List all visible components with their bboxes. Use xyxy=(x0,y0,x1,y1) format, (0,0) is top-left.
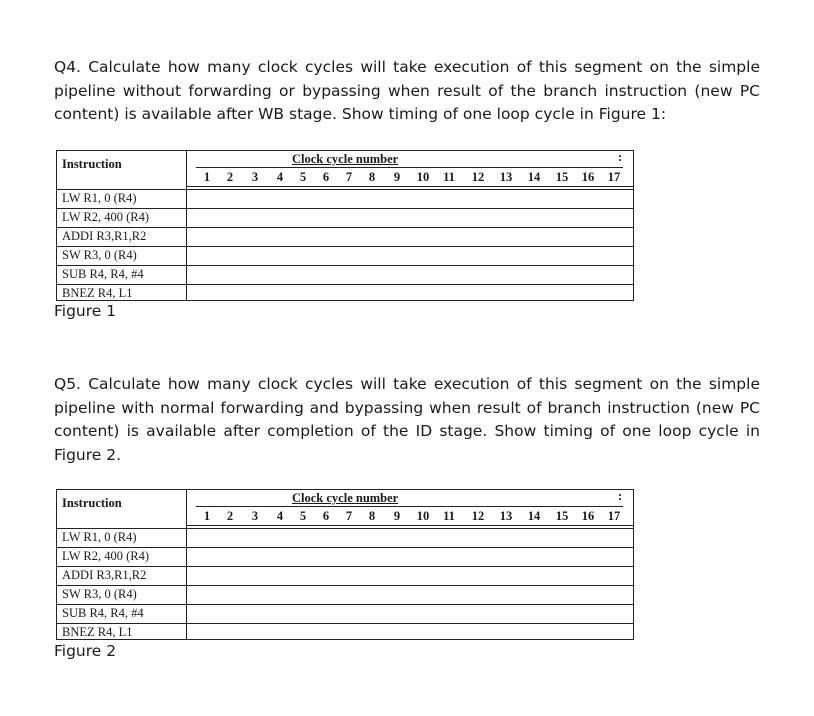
grid-line xyxy=(56,489,634,490)
grid-line xyxy=(56,265,634,266)
grid-line xyxy=(56,284,634,285)
grid-line xyxy=(56,189,634,190)
cycle-number-row xyxy=(56,509,634,523)
cycle-number: 13 xyxy=(499,509,513,523)
header-colon: : xyxy=(618,489,623,503)
cycle-number: 10 xyxy=(416,170,430,184)
clock-cycle-header: Clock cycle number xyxy=(292,491,399,505)
grid-line xyxy=(186,489,187,640)
cycle-number: 11 xyxy=(443,509,455,523)
grid-line xyxy=(56,566,634,567)
grid-line xyxy=(56,623,634,624)
cycle-number: 6 xyxy=(322,509,330,523)
instruction-header: Instruction xyxy=(62,496,122,510)
grid-line xyxy=(186,150,187,301)
cycle-number: 12 xyxy=(471,170,485,184)
cycle-number: 4 xyxy=(276,509,284,523)
cycle-number: 7 xyxy=(345,170,353,184)
cycle-number: 15 xyxy=(555,170,569,184)
instruction-cell: BNEZ R4, L1 xyxy=(62,286,133,300)
cycle-number: 12 xyxy=(471,509,485,523)
cycle-number: 4 xyxy=(276,170,284,184)
grid-line xyxy=(186,186,634,187)
instruction-cell: SUB R4, R4, #4 xyxy=(62,606,144,620)
cycle-number: 6 xyxy=(322,170,330,184)
cycle-number: 5 xyxy=(299,509,307,523)
grid-line xyxy=(196,506,623,507)
instruction-cell: LW R1, 0 (R4) xyxy=(62,530,137,544)
grid-line xyxy=(56,246,634,247)
cycle-number: 8 xyxy=(368,170,376,184)
grid-line xyxy=(196,167,623,168)
cycle-number: 10 xyxy=(416,509,430,523)
instruction-cell: SUB R4, R4, #4 xyxy=(62,267,144,281)
cycle-number: 11 xyxy=(443,170,455,184)
instruction-cell: LW R1, 0 (R4) xyxy=(62,191,137,205)
cycle-number: 2 xyxy=(226,170,234,184)
cycle-number: 9 xyxy=(393,170,401,184)
figure1-caption: Figure 1 xyxy=(54,302,117,320)
cycle-number-row xyxy=(56,170,634,184)
q4-question: Q4. Calculate how many clock cycles will take execution of this segment on the simple pipeline without forwarding or bypassing when result of the branch instruction (new PC content) is available after WB stage. Show timing of one loop cycle in Figure 1: xyxy=(54,58,760,123)
grid-line xyxy=(56,604,634,605)
instruction-cell: ADDI R3,R1,R2 xyxy=(62,229,147,243)
q5-question: Q5. Calculate how many clock cycles will take execution of this segment on the simple pipeline with normal forwarding and bypassing when result of branch instruction (new PC content) is available after completion of the ID stage. Show timing of one loop cycle in Figure 2. xyxy=(54,375,760,464)
figure2-caption: Figure 2 xyxy=(54,642,117,660)
figure1-timing-table xyxy=(56,150,634,301)
grid-line xyxy=(56,208,634,209)
figure2-timing-table xyxy=(56,489,634,640)
grid-line xyxy=(56,150,634,151)
cycle-number: 17 xyxy=(607,509,621,523)
cycle-number: 2 xyxy=(226,509,234,523)
clock-cycle-header: Clock cycle number xyxy=(292,152,399,166)
cycle-number: 5 xyxy=(299,170,307,184)
cycle-number: 14 xyxy=(527,509,541,523)
cycle-number: 17 xyxy=(607,170,621,184)
cycle-number: 13 xyxy=(499,170,513,184)
cycle-number: 1 xyxy=(203,509,211,523)
header-colon: : xyxy=(618,150,623,164)
instruction-cell: LW R2, 400 (R4) xyxy=(62,210,150,224)
instruction-cell: SW R3, 0 (R4) xyxy=(62,587,137,601)
grid-line xyxy=(56,528,634,529)
cycle-number: 3 xyxy=(251,509,259,523)
grid-line xyxy=(186,525,634,526)
instruction-header: Instruction xyxy=(62,157,122,171)
cycle-number: 16 xyxy=(581,509,595,523)
grid-line xyxy=(56,300,634,301)
instruction-cell: BNEZ R4, L1 xyxy=(62,625,133,639)
grid-line xyxy=(56,639,634,640)
grid-line xyxy=(56,150,57,301)
cycle-number: 15 xyxy=(555,509,569,523)
cycle-number: 16 xyxy=(581,170,595,184)
cycle-number: 8 xyxy=(368,509,376,523)
instruction-cell: ADDI R3,R1,R2 xyxy=(62,568,147,582)
instruction-cell: SW R3, 0 (R4) xyxy=(62,248,137,262)
grid-line xyxy=(56,547,634,548)
grid-line xyxy=(633,150,634,301)
grid-line xyxy=(633,489,634,640)
grid-line xyxy=(56,585,634,586)
cycle-number: 1 xyxy=(203,170,211,184)
cycle-number: 3 xyxy=(251,170,259,184)
cycle-number: 9 xyxy=(393,509,401,523)
grid-line xyxy=(56,489,57,640)
instruction-cell: LW R2, 400 (R4) xyxy=(62,549,150,563)
grid-line xyxy=(56,227,634,228)
cycle-number: 14 xyxy=(527,170,541,184)
cycle-number: 7 xyxy=(345,509,353,523)
